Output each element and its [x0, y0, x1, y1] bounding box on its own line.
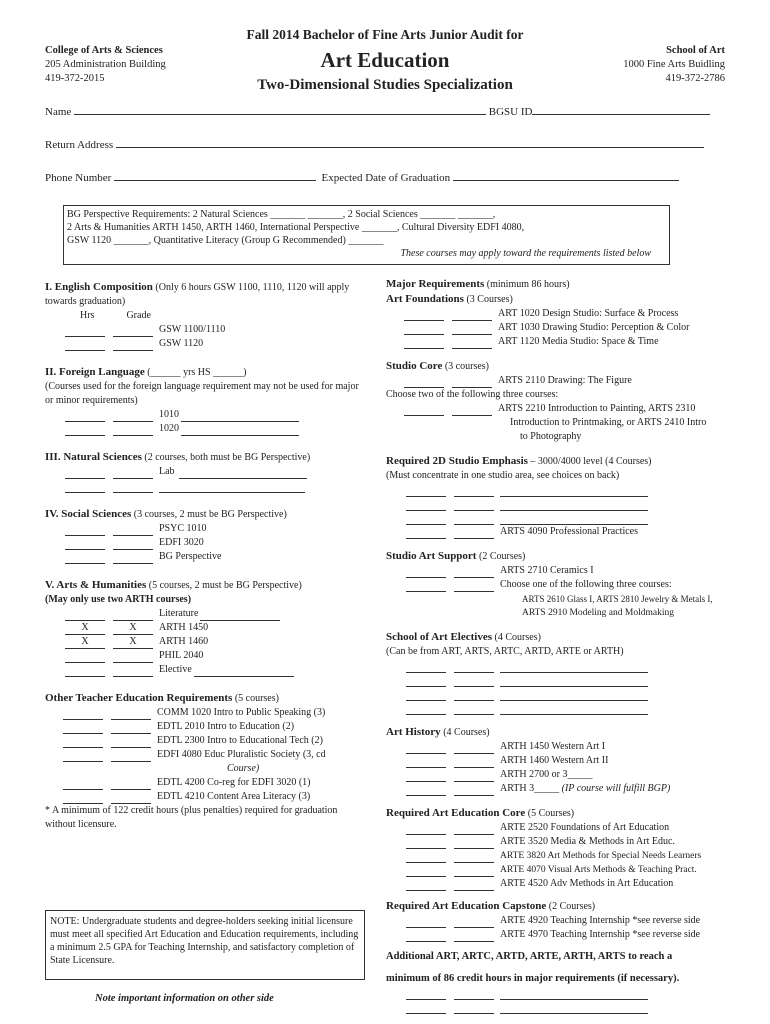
studio-core-title: Studio Core: [386, 360, 443, 372]
course-label: ARTE 2520 Foundations of Art Education: [500, 822, 670, 833]
course-row[interactable]: [386, 511, 746, 525]
course-row[interactable]: [386, 986, 746, 1000]
course-label: Literature: [159, 608, 199, 619]
course-row[interactable]: [386, 564, 746, 578]
course-label-cont: ARTS 2610 Glass I, ARTS 2810 Jewelry & Metals I,: [522, 594, 713, 604]
additional-line-1: Additional ART, ARTC, ARTD, ARTE, ARTH, ARTS to reach a: [386, 951, 673, 962]
studio-support-note: (2 Courses): [478, 551, 526, 562]
social-sciences-title: IV. Social Sciences: [45, 508, 132, 520]
course-row[interactable]: [386, 863, 746, 877]
arts-humanities-note-2: (May only use two ARTH courses): [45, 594, 192, 605]
course-row[interactable]: [386, 1000, 746, 1014]
x-mark: X: [65, 622, 105, 635]
teacher-ed-title: Other Teacher Education Requirements: [45, 692, 233, 704]
course-row[interactable]: [386, 740, 746, 754]
x-mark: X: [113, 622, 153, 635]
course-label: Choose one of the following three courses:: [500, 579, 672, 590]
course-row[interactable]: [386, 821, 746, 835]
course-row[interactable]: [386, 768, 746, 782]
course-row[interactable]: [45, 337, 365, 351]
language-title: II. Foreign Language: [45, 366, 145, 378]
course-label: ARTH 2700 or 3_____: [500, 769, 593, 780]
course-label: EDTL 4210 Content Area Literacy (3): [157, 791, 311, 802]
course-label-cont: to Photography: [520, 431, 582, 442]
course-row[interactable]: [386, 483, 746, 497]
course-row[interactable]: [386, 374, 746, 388]
name-line[interactable]: [74, 104, 486, 115]
phone-line[interactable]: [114, 170, 316, 181]
title-sub: Two-Dimensional Studies Specialization: [257, 77, 513, 93]
course-note: (IP course will fulfill BGP): [561, 783, 671, 794]
course-row[interactable]: [386, 335, 746, 349]
return-address-label: Return Address: [45, 139, 114, 151]
bgsu-id-line[interactable]: [532, 104, 710, 115]
course-row[interactable]: [386, 525, 746, 539]
course-row[interactable]: [45, 734, 365, 748]
course-row[interactable]: [45, 776, 365, 790]
english-note: (Only 6 hours GSW 1100, 1110, 1120 will apply towards graduation): [45, 282, 350, 307]
course-row[interactable]: [386, 321, 746, 335]
bg-line-2: 2 Arts & Humanities ARTH 1450, ARTH 1460, International Perspective _______, Cultural Diversity EDFI 4080,: [67, 222, 525, 233]
major-note: (minimum 86 hours): [486, 279, 570, 290]
course-row[interactable]: [386, 835, 746, 849]
course-label: ARTE 4520 Adv Methods in Art Education: [500, 878, 674, 889]
foundations-title: Art Foundations: [386, 293, 464, 305]
name-label: Name: [45, 106, 72, 118]
grad-date-line[interactable]: [453, 170, 679, 181]
course-row[interactable]: [45, 621, 365, 635]
studio-support-title: Studio Art Support: [386, 550, 477, 562]
course-row[interactable]: [386, 928, 746, 942]
x-mark: X: [113, 636, 153, 649]
course-row[interactable]: [45, 706, 365, 720]
school-name: School of Art: [666, 45, 725, 56]
title-line-1: Fall 2014 Bachelor of Fine Arts Junior Audit for: [246, 27, 524, 42]
course-label-cont: Introduction to Printmaking, or ARTS 2410 Intro: [510, 417, 707, 428]
language-note: (Courses used for the foreign language requirement may not be used for major or minor requirements): [45, 381, 359, 406]
return-address-line[interactable]: [116, 137, 704, 148]
course-label: EDFI 4080 Educ Pluralistic Society (3, cd: [157, 749, 326, 760]
course-row[interactable]: [45, 635, 365, 649]
title-main: Art Education: [320, 48, 450, 72]
course-label: EDTL 4200 Co-reg for EDFI 3020 (1): [157, 777, 311, 788]
course-row[interactable]: [45, 536, 365, 550]
natural-sciences-title: III. Natural Sciences: [45, 451, 142, 463]
course-row[interactable]: [45, 607, 365, 621]
name-field[interactable]: [45, 104, 710, 118]
course-label: Elective: [159, 664, 192, 675]
course-label: ARTH 1460 Western Art II: [500, 755, 609, 766]
teacher-ed-note: (5 courses): [234, 693, 279, 704]
course-label: EDTL 2300 Intro to Educational Tech (2): [157, 735, 323, 746]
phone-label: Phone Number: [45, 172, 112, 184]
course-label: ARTS 2710 Ceramics I: [500, 565, 594, 576]
capstone-note: (2 Courses): [548, 901, 596, 912]
course-label: ARTE 3820 Art Methods for Special Needs Learners: [500, 851, 702, 861]
footer-note: Note important information on other side: [95, 993, 274, 1004]
right-column: [386, 277, 746, 1014]
course-row[interactable]: [45, 422, 365, 436]
course-label: EDFI 3020: [159, 537, 204, 548]
bg-note: These courses may apply toward the requirements listed below: [400, 248, 651, 259]
course-label-cont: Course): [227, 763, 260, 774]
foundations-note: (3 Courses): [466, 294, 513, 305]
course-label: ARTH 1460: [159, 636, 209, 647]
course-row[interactable]: [45, 479, 365, 493]
course-label: ARTH 1450 Western Art I: [500, 741, 606, 752]
course-label: PSYC 1010: [159, 523, 207, 534]
course-label: BG Perspective: [159, 551, 222, 562]
bgsu-id-label: BGSU ID: [488, 106, 533, 118]
course-row[interactable]: [45, 465, 365, 479]
emphasis-title: Required 2D Studio Emphasis: [386, 455, 528, 467]
art-history-note: (4 Courses): [443, 727, 490, 738]
course-row[interactable]: [386, 307, 746, 321]
college-name: College of Arts & Sciences: [45, 45, 163, 56]
course-label: ARTH 1450: [159, 622, 209, 633]
college-address: [45, 44, 166, 86]
college-building: 205 Administration Building: [45, 59, 166, 70]
course-label: GSW 1120: [159, 338, 204, 349]
course-label-cont: ARTS 2910 Modeling and Moldmaking: [522, 608, 674, 618]
course-row[interactable]: [45, 663, 365, 677]
course-label: ART 1030 Drawing Studio: Perception & Color: [498, 322, 690, 333]
electives-title: School of Art Electives: [386, 631, 493, 643]
course-label: ARTE 3520 Media & Methods in Art Educ.: [500, 836, 675, 847]
bg-line-1: BG Perspective Requirements: 2 Natural Sciences _______ _______, 2 Social Sciences _______ _______,: [67, 209, 496, 220]
course-row[interactable]: [386, 687, 746, 701]
course-label: GSW 1100/1110: [159, 324, 226, 335]
course-row[interactable]: [386, 754, 746, 768]
bg-line-3: GSW 1120 _______, Quantitative Literacy (Group G Recommended) _______: [67, 235, 384, 246]
social-sciences-note: (3 courses, 2 must be BG Perspective): [133, 509, 287, 520]
course-row[interactable]: [386, 402, 746, 416]
course-row[interactable]: [45, 408, 365, 422]
course-row[interactable]: [386, 849, 746, 863]
course-label: ARTH 3_____: [500, 783, 560, 794]
studio-core-choose: Choose two of the following three courses:: [386, 389, 559, 400]
course-label: 1020: [159, 423, 179, 434]
emphasis-note-2: (Must concentrate in one studio area, see choices on back): [386, 470, 620, 481]
course-row[interactable]: [45, 323, 365, 337]
emphasis-note: – 3000/4000 level (4 Courses): [530, 456, 652, 467]
capstone-title: Required Art Education Capstone: [386, 900, 547, 912]
core-note: (5 Courses): [527, 808, 575, 819]
art-history-title: Art History: [386, 726, 441, 738]
course-label: ARTE 4920 Teaching Internship *see reverse side: [500, 915, 701, 926]
course-label: ARTS 2210 Introduction to Painting, ARTS 2310: [498, 403, 696, 414]
course-label: EDTL 2010 Intro to Education (2): [157, 721, 295, 732]
course-row[interactable]: [45, 649, 365, 663]
grad-date-label: Expected Date of Graduation: [321, 172, 451, 184]
school-building: 1000 Fine Arts Buidling: [623, 59, 725, 70]
course-row[interactable]: [386, 673, 746, 687]
x-mark: X: [65, 636, 105, 649]
english-title: I. English Composition: [45, 281, 153, 293]
licensure-note-box: NOTE: Undergraduate students and degree-holders seeking initial licensure must meet all specified Art Education and Education requirements, including a minimum 2.5 GPA for Teaching Internship, and satisfactory completion of State Licensure.: [45, 910, 365, 980]
school-address: [623, 44, 725, 86]
course-label: ARTE 4070 Visual Arts Methods & Teaching Pract.: [500, 865, 697, 875]
course-label: ARTE 4970 Teaching Internship *see reverse side: [500, 929, 701, 940]
language-yrs: (______ yrs HS ______): [147, 367, 247, 378]
arts-humanities-note: (5 courses, 2 must be BG Perspective): [148, 580, 302, 591]
course-label: 1010: [159, 409, 179, 420]
course-label: ARTS 2110 Drawing: The Figure: [498, 375, 632, 386]
course-row[interactable]: [386, 877, 746, 891]
return-address-field[interactable]: [45, 137, 704, 151]
course-row[interactable]: [386, 497, 746, 511]
course-row[interactable]: [386, 701, 746, 715]
course-row[interactable]: [386, 659, 746, 673]
natural-sciences-note: (2 courses, both must be BG Perspective): [144, 452, 311, 463]
course-row[interactable]: [45, 790, 365, 804]
college-phone: 419-372-2015: [45, 73, 105, 84]
bg-perspective-box: [63, 205, 670, 265]
course-label: ART 1120 Media Studio: Space & Time: [498, 336, 659, 347]
electives-note: (4 Courses): [494, 632, 541, 643]
course-row[interactable]: [386, 578, 746, 592]
core-title: Required Art Education Core: [386, 807, 526, 819]
course-label: COMM 1020 Intro to Public Speaking (3): [157, 707, 326, 718]
additional-line-2: minimum of 86 credit hours in major requirements (if necessary).: [386, 973, 680, 984]
phone-field[interactable]: [45, 170, 679, 184]
course-label: Lab: [159, 466, 175, 477]
minimum-note: * A minimum of 122 credit hours (plus penalties) required for graduation without licensure.: [45, 805, 338, 830]
course-row[interactable]: [45, 550, 365, 564]
electives-note-2: (Can be from ART, ARTS, ARTC, ARTD, ARTE or ARTH): [386, 646, 624, 657]
studio-core-note: (3 courses): [444, 361, 489, 372]
course-row[interactable]: [45, 748, 365, 762]
course-label: PHIL 2040: [159, 650, 204, 661]
course-label: ART 1020 Design Studio: Surface & Process: [498, 308, 679, 319]
major-title: Major Requirements: [386, 278, 485, 290]
arts-humanities-title: V. Arts & Humanities: [45, 579, 147, 591]
course-label: ARTS 4090 Professional Practices: [500, 526, 638, 537]
course-row[interactable]: [45, 720, 365, 734]
school-phone: 419-372-2786: [665, 73, 725, 84]
left-column: [45, 280, 365, 832]
course-row[interactable]: [386, 782, 746, 796]
course-row[interactable]: [386, 914, 746, 928]
course-row[interactable]: [45, 522, 365, 536]
grade-label: Grade: [126, 310, 151, 321]
hrs-label: Hrs: [80, 310, 95, 321]
